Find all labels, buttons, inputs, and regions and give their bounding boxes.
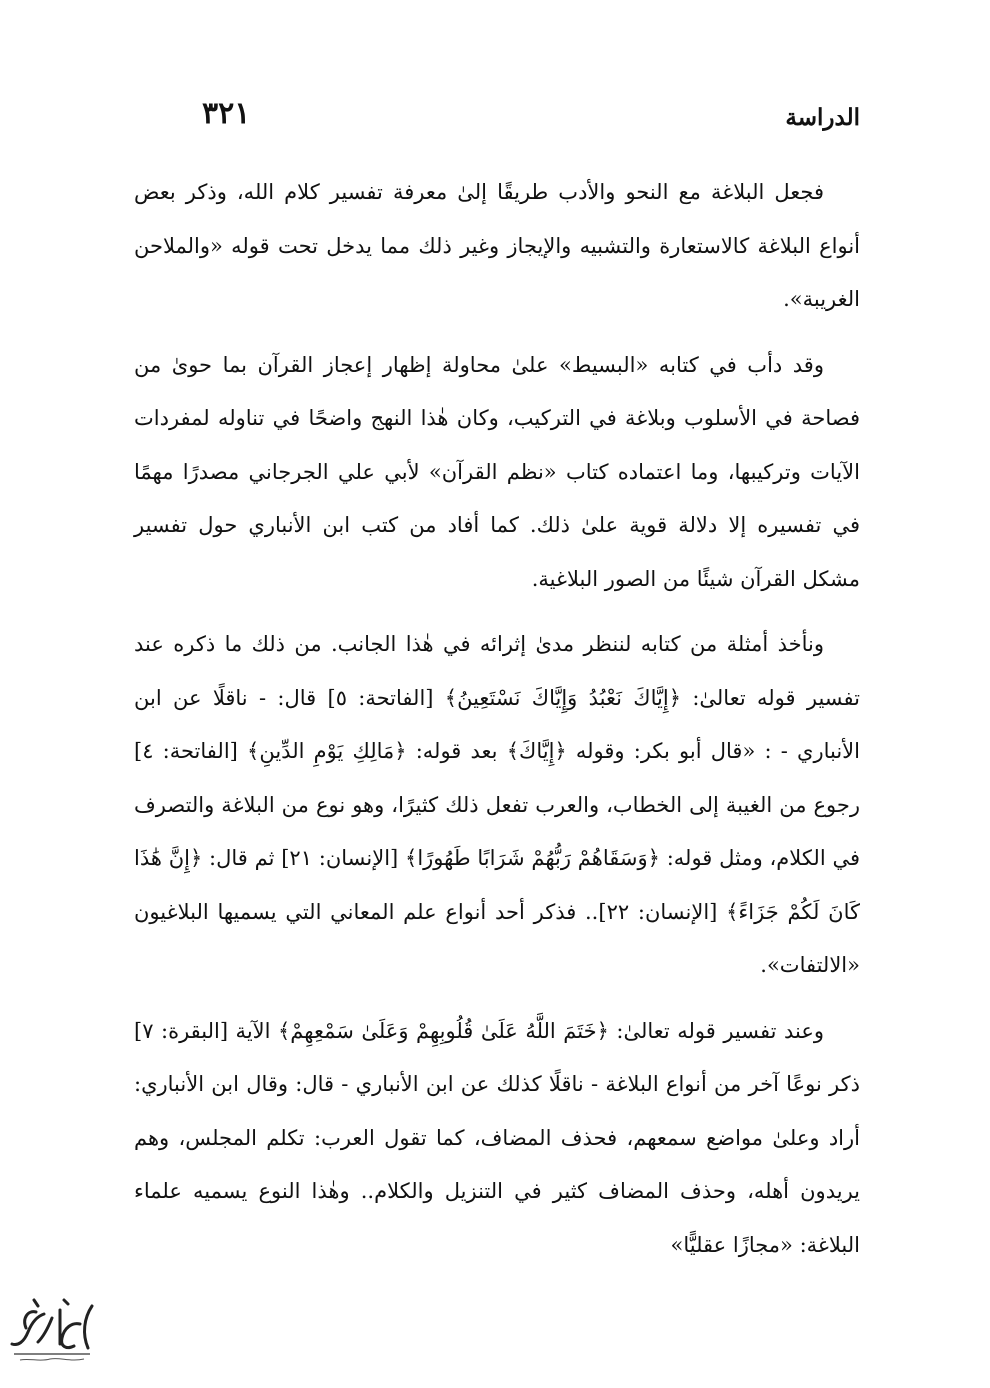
page-header bbox=[130, 96, 860, 136]
calligraphy-logo-watermark bbox=[4, 1288, 100, 1368]
section-title: الدراسة bbox=[785, 104, 860, 131]
paragraph: وقد دأب في كتابه «البسيط» علىٰ محاولة إظهار إعجاز القرآن بما حوىٰ من فصاحة في الأسلوب وبلاغة في التركيب، وكان هٰذا النهج واضحًا في تناوله لمفردات الآيات وتركيبها، وما اعتماده كتاب «نظم القرآن» لأبي علي الجرجاني مصدرًا مهمًا في تفسيره إلا دلالة قوية علىٰ ذلك. كما أفاد من كتب ابن الأنباري حول تفسير مشكل القرآن شيئًا من الصور البلاغية. bbox=[134, 352, 860, 591]
paragraph: ونأخذ أمثلة من كتابه لننظر مدىٰ إثرائه في هٰذا الجانب. من ذلك ما ذكره عند تفسير قوله تعالىٰ: ﴿إِيَّاكَ نَعْبُدُ وَإِيَّاكَ نَسْتَعِينُ﴾ [الفاتحة: ٥] قال: - ناقلًا عن ابن الأنباري - : «قال أبو بكر: وقوله ﴿إِيَّاكَ﴾ بعد قوله: ﴿مَالِكِ يَوْمِ الدِّينِ﴾ [الفاتحة: ٤] رجوع من الغيبة إلى الخطاب، والعرب تفعل ذلك كثيرًا، وهو نوع من البلاغة والتصرف في الكلام، ومثل قوله: ﴿وَسَقَاهُمْ رَبُّهُمْ شَرَابًا طَهُورًا﴾ [الإنسان: ٢١] ثم قال: ﴿إِنَّ هَٰذَا كَانَ لَكُمْ جَزَاءً﴾ [الإنسان: ٢٢].. فذكر أحد أنواع علم المعاني التي يسميها البلاغيون «الالتفات». bbox=[134, 632, 860, 977]
page-number: ٣٢١ bbox=[202, 96, 251, 131]
paragraph: وعند تفسير قوله تعالىٰ: ﴿خَتَمَ اللَّهُ عَلَىٰ قُلُوبِهِمْ وَعَلَىٰ سَمْعِهِمْ﴾ الآية [البقرة: ٧] ذكر نوعًا آخر من أنواع البلاغة - ناقلًا كذلك عن ابن الأنباري - قال: وقال ابن الأنباري: أراد وعلىٰ مواضع سمعهم، فحذف المضاف، كما تقول العرب: تكلم المجلس، وهم يريدون أهله، وحذف المضاف كثير في التنزيل والكلام.. وهٰذا النوع يسميه علماء البلاغة: «مجازًا عقليًّا» bbox=[134, 1018, 860, 1257]
page-body bbox=[134, 166, 860, 1284]
paragraph: فجعل البلاغة مع النحو والأدب طريقًا إلىٰ معرفة تفسير كلام الله، وذكر بعض أنواع البلاغة كالاستعارة والتشبيه والإيجاز وغير ذلك مما يدخل تحت قوله «والملاحن الغريبة». bbox=[134, 180, 860, 311]
